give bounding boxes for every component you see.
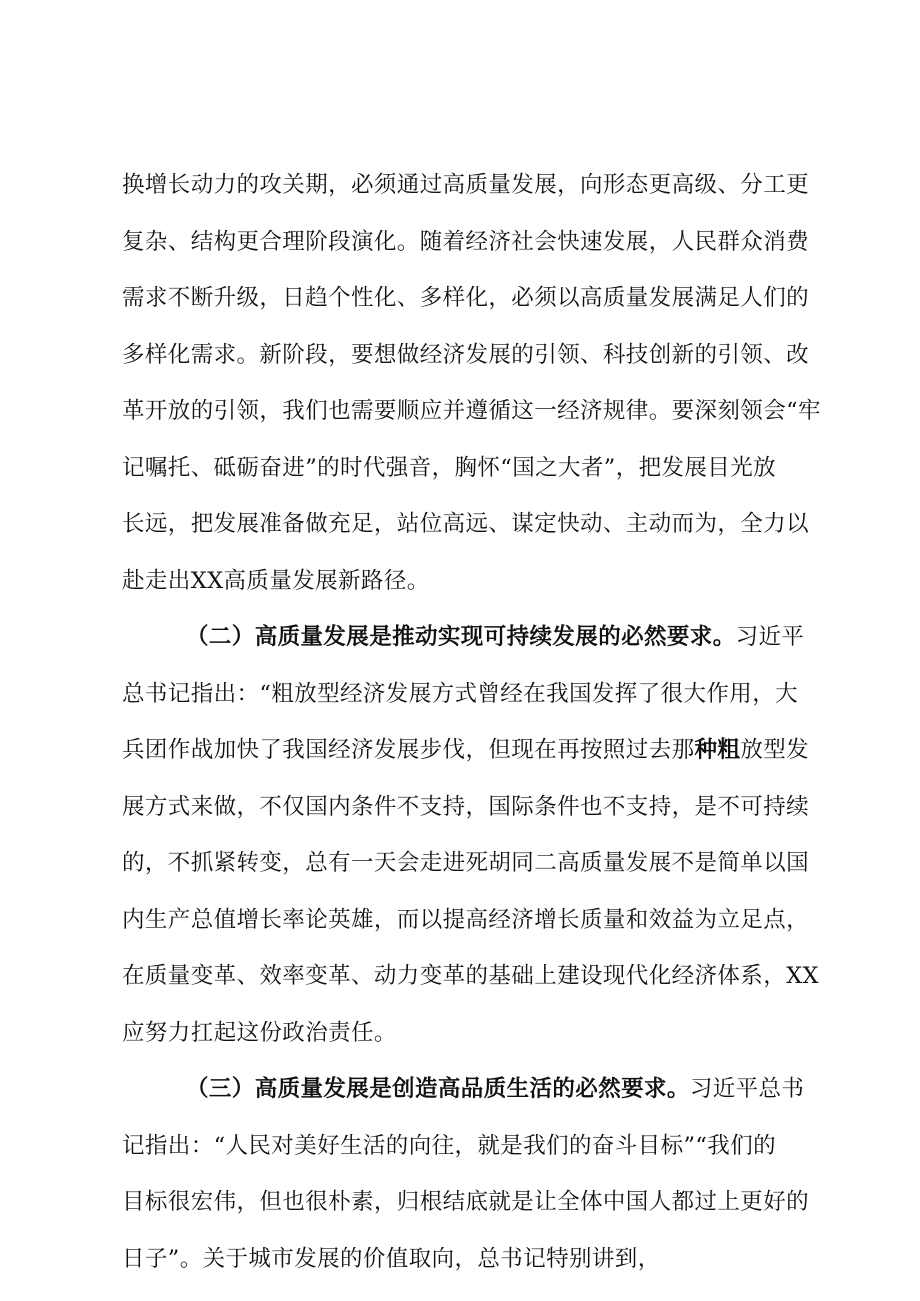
paragraph-3-line-1 xyxy=(122,1061,822,1118)
paragraph-3-line-3: 目标很宏伟，但也很朴素，归根结底就是让全体中国人都过上更好的 xyxy=(122,1189,810,1215)
paragraph-2-line-6: 内生产总值增长率论英雄，而以提高经济增长质量和效益为立足点， xyxy=(122,906,810,933)
paragraph-2-line-3-pre: 兵团作战加快了我国经济发展步伐，但现在再按照过去那 xyxy=(122,737,695,763)
paragraph-3-line-4: 日子”。关于城市发展的价值取向，总书记特别讲到， xyxy=(122,1245,661,1272)
paragraph-1-line-5: 革开放的引领，我们也需要顺应并遵循这一经济规律。要深刻领会“牢 xyxy=(122,398,821,424)
paragraph-3-line-1-text: 习近平总书 xyxy=(689,1076,805,1102)
paragraph-2-line-2: 总书记指出：“粗放型经济发展方式曾经在我国发挥了很大作用，大 xyxy=(122,680,799,707)
paragraph-2-line-8: 应努力扛起这份政治责任。 xyxy=(122,1019,397,1046)
paragraph-1-line-1: 换增长动力的攻关期，必须通过高质量发展，向形态更高级、分工更 xyxy=(122,172,810,198)
section-heading-2: （二）高质量发展是推动实现可持续发展的必然要求。 xyxy=(186,624,736,650)
paragraph-1-line-7: 长远，把发展准备做充足，站位高远、谋定快动、主动而为，全力以 xyxy=(122,511,810,537)
section-heading-3: （三）高质量发展是创造高品质生活的必然要求。 xyxy=(186,1076,690,1102)
paragraph-1-line-2: 复杂、结构更合理阶段演化。随着经济社会快速发展，人民群众消费 xyxy=(122,228,810,255)
paragraph-2-line-1-text: 习近平 xyxy=(735,624,805,650)
paragraph-2-line-1 xyxy=(122,609,822,666)
paragraph-1-line-4: 多样化需求。新阶段，要想做经济发展的引领、科技创新的引领、改 xyxy=(122,341,810,368)
paragraph-2-line-7: 在质量变革、效率变革、动力变革的基础上建设现代化经济体系，XX xyxy=(122,963,819,989)
body-text xyxy=(122,157,822,1287)
paragraph-2-line-3 xyxy=(122,722,822,779)
paragraph-1-line-6: 记嘱托、砥砺奋进”的时代强音，胸怀“国之大者”，把发展目光放 xyxy=(122,454,777,481)
paragraph-2-line-3-bold: 种粗 xyxy=(694,737,741,763)
paragraph-2-line-3-post: 放型发 xyxy=(740,737,810,763)
paragraph-2-line-4: 展方式来做，不仅国内条件不支持，国际条件也不支持，是不可持续 xyxy=(122,793,810,820)
paragraph-3-line-2: 记指出：“人民对美好生活的向往，就是我们的奋斗目标”“我们的 xyxy=(122,1132,777,1159)
paragraph-1-line-8: 赴走出XX高质量发展新路径。 xyxy=(122,567,430,594)
paragraph-1-line-3: 需求不断升级，日趋个性化、多样化，必须以高质量发展满足人们的 xyxy=(122,285,810,311)
paragraph-2-line-5: 的，不抓紧转变，总有一天会走进死胡同二高质量发展不是简单以国 xyxy=(122,850,810,876)
